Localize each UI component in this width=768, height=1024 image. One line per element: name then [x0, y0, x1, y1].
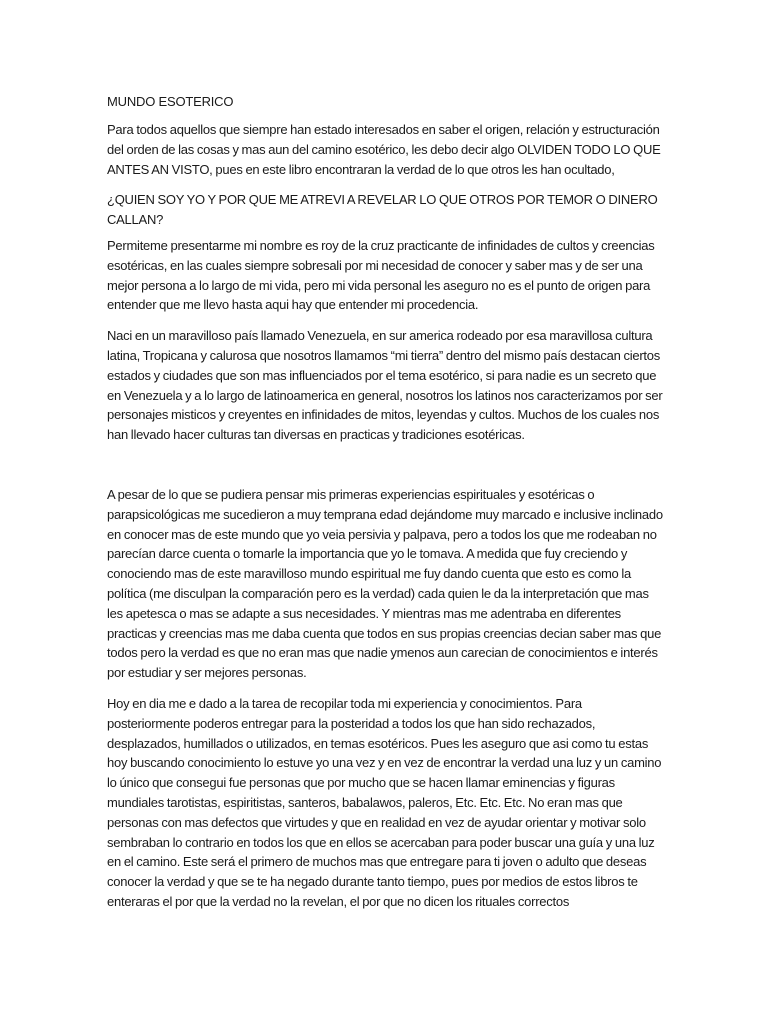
- paragraph-today: Hoy en dia me e dado a la tarea de recopilar toda mi experiencia y conocimientos. Para posteriormente poderos entregar para la posteridad a todos los que han sido rechazados, desplazados, humillados o utilizados, en temas esotéricos. Pues les aseguro que asi como tu estas hoy buscando conocimiento lo estuve yo una vez y en vez de encontrar la verdad una luz y un camino lo único que consegui fue personas que por mucho que se hacen llamar eminencias y figuras mundiales tarotistas, espiritistas, santeros, babalawos, paleros, Etc. Etc. Etc. No eran mas que personas con mas defectos que virtudes y que en realidad en vez de ayudar orientar y motivar solo sembraban lo contrario en todos los que en ellos se acercaban para poder buscar una guía y una luz en el camino. Este será el primero de muchos mas que entregare para ti joven o adulto que deseas conocer la verdad y que se te ha negado durante tanto tiempo, pues por medios de estos libros te enteraras el por que la verdad no la revelan, el por que no dicen los rituales correctos: [107, 695, 662, 909]
- paragraph-experiences: A pesar de lo que se pudiera pensar mis primeras experiencias espirituales y esotéricas o parapsicológicas me sucedieron a muy temprana edad dejándome muy marcado e inclusive inclinado en conocer mas de este mundo que yo veia persivia y palpava, pero a todos los que me rodeaban no parecían darce cuenta o tomarle la importancia que yo le tomava. A medida que fuy creciendo y conociendo mas de este maravilloso mundo espiritual me fuy dando cuenta que esto es como la política (me disculpan la comparación pero es la verdad) cada quien le da la interpretación que mas les apetesca o mas se adapte a sus necesidades. Y mientras mas me adentraba en diferentes practicas y creencias mas me daba cuenta que todos en sus propias creencias decian saber mas que todos pero la verdad es que no eran mas que nadie ymenos aun carecian de conocimientos e interés por estudiar y ser mejores personas.: [107, 486, 663, 681]
- paragraph-question: ¿QUIEN SOY YO Y POR QUE ME ATREVI A REVELAR LO QUE OTROS POR TEMOR O DINERO CALLAN?: [107, 192, 658, 228]
- document-title: MUNDO ESOTERICO: [107, 94, 234, 109]
- paragraph-origin: Naci en un maravilloso país llamado Venezuela, en sur america rodeado por esa maravillosa cultura latina, Tropicana y calurosa que nosotros llamamos “mi tierra” dentro del mismo país destacan ciertos estados y ciudades que son mas influenciados por el tema esotérico, si para nadie es un secreto que en Venezuela y a lo largo de latinoamerica en general, nosotros los latinos nos caracterizamos por ser personajes misticos y creyentes en infinidades de mitos, leyendas y cultos. Muchos de los cuales nos han llevado hacer culturas tan diversas en practicas y tradiciones esotéricas.: [107, 328, 663, 443]
- document-body: [107, 92, 667, 923]
- paragraph-presentation: Permiteme presentarme mi nombre es roy de la cruz practicante de infinidades de cultos y creencias esotéricas, en las cuales siempre sobresali por mi necesidad de conocer y saber mas y de ser una mejor persona a lo largo de mi vida, pero mi vida personal les aseguro no es el punto de origen para entender que me llevo hasta aqui hay que entender mi procedencia.: [107, 237, 655, 313]
- paragraph-intro: Para todos aquellos que siempre han estado interesados en saber el origen, relación y estructuración del orden de las cosas y mas aun del camino esotérico, les debo decir algo OLVIDEN TODO LO QUE ANTES AN VISTO, pues en este libro encontraran la verdad de lo que otros les han ocultado,: [107, 122, 661, 177]
